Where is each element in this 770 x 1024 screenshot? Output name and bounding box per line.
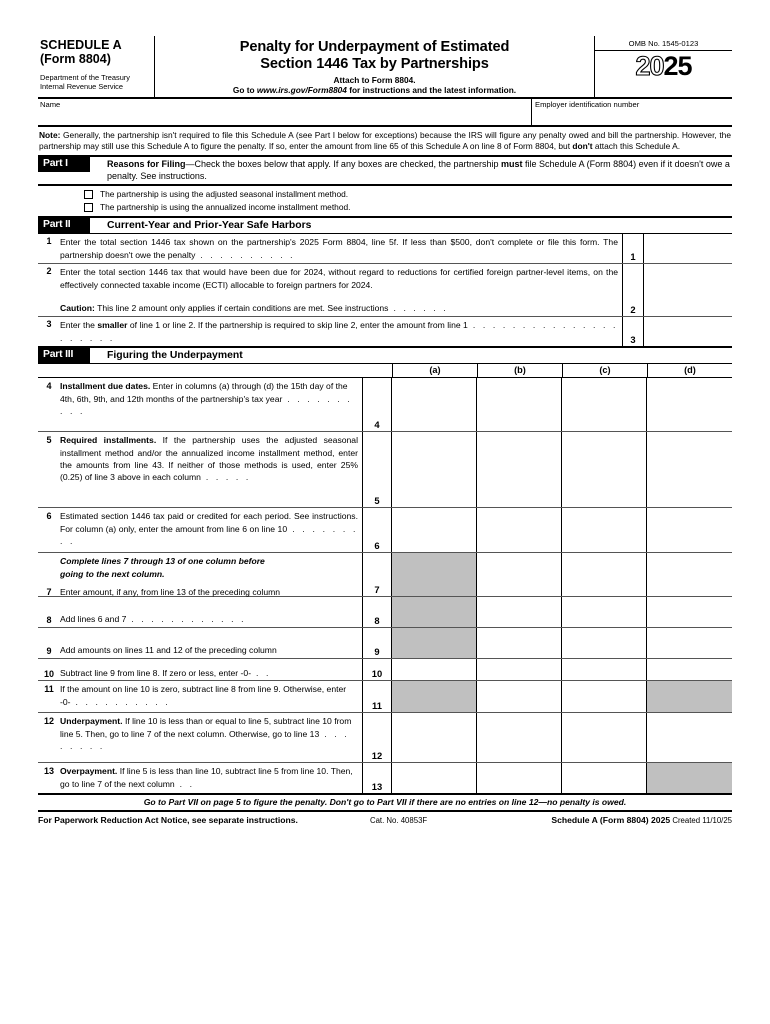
part3-line11-text bbox=[60, 683, 358, 708]
header-title-block bbox=[155, 36, 595, 97]
checkbox-adjusted-seasonal-label: The partnership is using the adjusted seasonal installment method. bbox=[100, 189, 349, 200]
part3-line-6 bbox=[38, 508, 732, 553]
part3-line5-number: 5 bbox=[46, 435, 52, 446]
part3-line-10 bbox=[38, 659, 732, 681]
part3-line8-label bbox=[38, 597, 362, 627]
part3-line7-cell-c[interactable] bbox=[562, 553, 647, 596]
paperwork-notice: For Paperwork Reduction Act Notice, see separate instructions. bbox=[38, 815, 298, 826]
part1-must: must bbox=[501, 159, 523, 170]
part1-title-rest: —Check the boxes below that apply. If any boxes are checked, the partnership bbox=[185, 159, 502, 170]
part3-header-spacer bbox=[38, 364, 362, 377]
ein-label: Employer identification number bbox=[535, 100, 640, 109]
checkbox-annualized-income-label: The partnership is using the annualized income installment method. bbox=[100, 202, 351, 213]
header-left-block bbox=[38, 36, 155, 97]
part3-line9-desc: Add amounts on lines 11 and 12 of the preceding column bbox=[60, 644, 277, 655]
part3-line9-cell-b[interactable] bbox=[477, 628, 562, 658]
part3-header bbox=[38, 348, 732, 364]
note-paragraph bbox=[38, 127, 732, 157]
part2-line3-boxnum: 3 bbox=[622, 317, 644, 346]
part3-line11-leader: . . . . . . . . . . bbox=[70, 696, 171, 707]
part3-line8-leader: . . . . . . . . . . . . bbox=[126, 613, 247, 624]
column-header-b: (b) bbox=[477, 364, 562, 377]
checkbox-row-adjusted-seasonal[interactable] bbox=[38, 188, 732, 201]
part2-line3-desc-a: Enter the bbox=[60, 320, 98, 331]
schedule-ref-text: Schedule A (Form 8804) 2025 bbox=[551, 815, 671, 826]
part2-line3-smaller: smaller bbox=[97, 320, 128, 331]
part2-line-2 bbox=[38, 264, 732, 317]
part3-line11-cell-c[interactable] bbox=[562, 681, 647, 712]
part3-line11-cell-a bbox=[392, 681, 477, 712]
part3-line6-cell-b[interactable] bbox=[477, 508, 562, 552]
part3-line12-label bbox=[38, 713, 362, 762]
part3-line13-bold: Overpayment. bbox=[60, 766, 118, 777]
goto-part7-instruction: Go to Part VII on page 5 to figure the penalty. Don't go to Part VII if there are no entries on line 12—no penalty is owed. bbox=[38, 795, 732, 812]
part1-checkbox-group bbox=[38, 186, 732, 218]
part3-line4-text bbox=[60, 380, 358, 417]
column-header-a: (a) bbox=[392, 364, 477, 377]
part2-line3-leader: . . . . . . . . . . . . . . . . . . . . . bbox=[60, 320, 619, 343]
part3-line11-number: 11 bbox=[44, 684, 54, 695]
omb-number: OMB No. 1545-0123 bbox=[595, 36, 732, 51]
part3-line7-cell-a bbox=[392, 553, 477, 596]
part3-line6-cell-d[interactable] bbox=[647, 508, 732, 552]
part3-line7-label bbox=[38, 553, 362, 596]
column-header-d: (d) bbox=[647, 364, 732, 377]
schedule-label: SCHEDULE A bbox=[40, 38, 122, 52]
part3-line9-cell-a bbox=[392, 628, 477, 658]
part3-line9-text bbox=[60, 644, 358, 656]
header-right-block bbox=[595, 36, 732, 97]
part3-line8-boxnum: 8 bbox=[362, 597, 392, 627]
part2-line2-boxnum: 2 bbox=[622, 264, 644, 316]
department-line2: Internal Revenue Service bbox=[40, 82, 123, 91]
part3-header-numspacer bbox=[362, 364, 392, 377]
checkbox-adjusted-seasonal-icon[interactable] bbox=[84, 190, 93, 199]
part3-line13-cell-b[interactable] bbox=[477, 763, 562, 793]
part3-title: Figuring the Underpayment bbox=[107, 350, 243, 362]
part3-line9-cell-d[interactable] bbox=[647, 628, 732, 658]
part3-line6-leader: . . . . . . . . . bbox=[60, 523, 358, 547]
part3-line13-boxnum: 13 bbox=[362, 763, 392, 793]
part3-line11-label bbox=[38, 681, 362, 712]
part3-line-8 bbox=[38, 597, 732, 628]
part3-line13-desc: If line 5 is less than line 10, subtract line 5 from line 10. Then, go to line 7 of the next column bbox=[60, 766, 353, 789]
part3-line10-boxnum: 10 bbox=[362, 659, 392, 680]
part3-line7-number: 7 bbox=[46, 587, 52, 598]
part3-line13-leader: . . bbox=[174, 778, 195, 789]
attach-instruction: Attach to Form 8804. bbox=[333, 75, 416, 85]
part3-line12-cell-d[interactable] bbox=[647, 713, 732, 762]
part3-line-12 bbox=[38, 713, 732, 763]
ein-field[interactable] bbox=[532, 99, 732, 125]
form-number-label: (Form 8804) bbox=[40, 52, 111, 66]
checkbox-annualized-income-icon[interactable] bbox=[84, 203, 93, 212]
part2-line1-boxnum: 1 bbox=[622, 234, 644, 263]
part3-line10-label bbox=[38, 659, 362, 680]
schedule-footer-ref bbox=[551, 815, 732, 825]
part3-line4-cell-b[interactable] bbox=[477, 378, 562, 431]
part3-line6-desc: Estimated section 1446 tax paid or credited for each period. See instructions. For column (a) only, enter the amount from line 6 on line 10 bbox=[60, 511, 358, 534]
part2-line-1 bbox=[38, 234, 732, 264]
part3-line13-cell-a[interactable] bbox=[392, 763, 477, 793]
part3-line7-desc: Enter amount, if any, from line 13 of the preceding column bbox=[60, 587, 281, 598]
part3-line10-text bbox=[60, 667, 358, 679]
part3-line10-cell-a[interactable] bbox=[392, 659, 477, 680]
part3-line5-cell-d[interactable] bbox=[647, 432, 732, 507]
catalog-number: Cat. No. 40853F bbox=[369, 816, 428, 826]
part3-line4-desc: Enter in columns (a) through (d) the 15th day of the 4th, 6th, 9th, and 12th months of the partnership's tax year bbox=[60, 381, 348, 404]
part3-line11-cell-b[interactable] bbox=[477, 681, 562, 712]
part3-line12-text bbox=[60, 715, 358, 752]
part3-complete-note bbox=[38, 555, 358, 580]
part2-line3-desc-b: of line 1 or line 2. If the partnership is required to skip line 2, enter the amount from line 1 bbox=[127, 320, 468, 331]
part2-line3-amount[interactable] bbox=[644, 317, 732, 346]
department-label bbox=[40, 73, 150, 91]
part3-line11-cell-d bbox=[647, 681, 732, 712]
part3-line-4 bbox=[38, 378, 732, 432]
part3-line4-cell-a[interactable] bbox=[392, 378, 477, 431]
part2-line2-description: Enter the total section 1446 tax that would have been due for 2024, without regard to reductions for certified foreign partner-level items, on the effectively connected taxable income (ECTI) allocable to foreign partners for 2024. bbox=[60, 267, 618, 290]
part3-line8-cell-c[interactable] bbox=[562, 597, 647, 627]
part3-line12-cell-a[interactable] bbox=[392, 713, 477, 762]
identity-row bbox=[38, 99, 732, 127]
part3-line12-boxnum: 12 bbox=[362, 713, 392, 762]
part3-line13-cell-c[interactable] bbox=[562, 763, 647, 793]
form-footer bbox=[38, 812, 732, 825]
irs-url[interactable]: www.irs.gov/Form8804 bbox=[256, 85, 347, 95]
part3-line4-cell-d[interactable] bbox=[647, 378, 732, 431]
part2-body bbox=[38, 234, 732, 348]
part3-line7-cell-d[interactable] bbox=[647, 553, 732, 596]
part3-line5-label bbox=[38, 432, 362, 507]
form-sheet bbox=[38, 36, 732, 825]
part3-line13-cell-d bbox=[647, 763, 732, 793]
name-field[interactable] bbox=[38, 99, 532, 125]
part2-header bbox=[38, 218, 732, 234]
part3-line5-desc: If the partnership uses the adjusted seasonal installment method and/or the annualized income installment method, enter the amounts from line 43. If neither of those methods is used, enter 25% (0.25) of line 3 above in each column bbox=[60, 435, 358, 483]
note-label: Note: bbox=[39, 130, 61, 140]
part3-line4-bold: Installment due dates. bbox=[60, 381, 151, 392]
part3-column-headers bbox=[38, 364, 732, 378]
tax-year bbox=[595, 51, 732, 81]
checkbox-row-annualized-income[interactable] bbox=[38, 201, 732, 214]
part3-line7-boxnum: 7 bbox=[362, 553, 392, 596]
part3-line10-cell-b[interactable] bbox=[477, 659, 562, 680]
part3-line10-cell-d[interactable] bbox=[647, 659, 732, 680]
part3-line12-bold: Underpayment. bbox=[60, 716, 123, 727]
goto-suffix: for instructions and the latest information. bbox=[346, 85, 517, 95]
part3-line12-leader: . . . . . . . . bbox=[60, 728, 350, 752]
part3-line5-cell-c[interactable] bbox=[562, 432, 647, 507]
part1-title: Reasons for Filing bbox=[107, 159, 186, 170]
part3-line5-cell-a[interactable] bbox=[392, 432, 477, 507]
part3-line4-number: 4 bbox=[46, 381, 52, 392]
part1-header bbox=[38, 157, 732, 186]
part2-line-3 bbox=[38, 317, 732, 346]
part3-line8-number: 8 bbox=[46, 615, 52, 626]
part3-line-11 bbox=[38, 681, 732, 713]
part3-line11-boxnum: 11 bbox=[362, 681, 392, 712]
part3-line6-text bbox=[60, 510, 358, 547]
part2-line1-amount[interactable] bbox=[644, 234, 732, 263]
created-date: Created 11/10/25 bbox=[670, 816, 732, 826]
part2-line2-caution-label: Caution: bbox=[60, 303, 95, 314]
part3-line10-leader: . . bbox=[251, 667, 272, 678]
part3-line10-cell-c[interactable] bbox=[562, 659, 647, 680]
form-title-line2: Section 1446 Tax by Partnerships bbox=[260, 55, 489, 72]
part3-line5-boxnum: 5 bbox=[362, 432, 392, 507]
name-label: Name bbox=[40, 100, 61, 109]
goto-instruction bbox=[157, 85, 592, 95]
part3-line12-number: 12 bbox=[43, 716, 54, 727]
part3-line5-cell-b[interactable] bbox=[477, 432, 562, 507]
part2-tag: Part II bbox=[38, 218, 90, 233]
column-header-c: (c) bbox=[562, 364, 647, 377]
part1-instruction bbox=[90, 157, 732, 184]
part3-line6-number: 6 bbox=[46, 511, 52, 522]
part3-tag: Part III bbox=[38, 348, 90, 363]
part3-line4-leader: . . . . . . . . . . bbox=[60, 393, 353, 417]
part3-line9-label bbox=[38, 628, 362, 658]
part3-line5-text bbox=[60, 434, 358, 484]
part3-line13-text bbox=[60, 765, 358, 790]
part3-line4-label bbox=[38, 378, 362, 431]
part3-complete-note-1: Complete lines 7 through 13 of one column before bbox=[60, 556, 265, 567]
part2-line1-number: 1 bbox=[46, 236, 52, 247]
part2-line2-amount[interactable] bbox=[644, 264, 732, 316]
part3-line9-cell-c[interactable] bbox=[562, 628, 647, 658]
part3-line8-cell-b[interactable] bbox=[477, 597, 562, 627]
part3-line6-cell-c[interactable] bbox=[562, 508, 647, 552]
part3-line6-boxnum: 6 bbox=[362, 508, 392, 552]
part3-line6-cell-a[interactable] bbox=[392, 508, 477, 552]
part3-line8-cell-d[interactable] bbox=[647, 597, 732, 627]
part3-line12-desc: If line 10 is less than or equal to line 5, subtract line 10 from line 5. Then, go to line 7 of the next column. Otherwise, go to line 13 bbox=[60, 716, 352, 739]
part3-line12-cell-c[interactable] bbox=[562, 713, 647, 762]
tax-year-century: 20 bbox=[635, 51, 664, 81]
part2-title: Current-Year and Prior-Year Safe Harbors bbox=[107, 220, 312, 232]
part3-line9-boxnum: 9 bbox=[362, 628, 392, 658]
part3-line-13 bbox=[38, 763, 732, 795]
part2-line1-description: Enter the total section 1446 tax shown on the partnership's 2025 Form 8804, line 5f. If less than $500, don't complete or file this form. The partnership doesn't owe the penalty bbox=[60, 237, 618, 260]
part3-line12-cell-b[interactable] bbox=[477, 713, 562, 762]
part3-line8-desc: Add lines 6 and 7 bbox=[60, 613, 127, 624]
note-text-end: attach this Schedule A. bbox=[592, 141, 681, 152]
note-text: Generally, the partnership isn't required to file this Schedule A (see Part I below for exceptions) because the IRS will figure any penalty owed and bill the partnership. However, the partnership may still use this Schedule A to figure the penalty. If so, enter the amount from line 65 of this Schedule A on line 8 of Form 8804, but bbox=[39, 130, 731, 152]
part2-line1-leader: . . . . . . . . . . bbox=[195, 249, 296, 260]
department-line1: Department of the Treasury bbox=[40, 73, 130, 82]
part3-line8-cell-a bbox=[392, 597, 477, 627]
part3-line7-cell-b[interactable] bbox=[477, 553, 562, 596]
part3-line10-desc: Subtract line 9 from line 8. If zero or less, enter -0- bbox=[60, 667, 252, 678]
tax-year-digits: 25 bbox=[663, 51, 692, 81]
part3-line9-number: 9 bbox=[46, 646, 52, 657]
part3-line11-desc: If the amount on line 10 is zero, subtract line 8 from line 9. Otherwise, enter -0- bbox=[60, 684, 347, 707]
part3-line13-number: 13 bbox=[43, 766, 54, 777]
part2-line1-text bbox=[60, 234, 622, 263]
part2-line3-text bbox=[60, 317, 622, 346]
part3-line-7 bbox=[38, 553, 732, 597]
part3-line4-cell-c[interactable] bbox=[562, 378, 647, 431]
form-header bbox=[38, 36, 732, 99]
part2-line2-leader: . . . . . . bbox=[388, 303, 449, 314]
part2-line2-caution-text: This line 2 amount only applies if certain conditions are met. See instructions bbox=[94, 303, 389, 314]
part3-line5-leader: . . . . . bbox=[200, 472, 251, 483]
part3-line4-boxnum: 4 bbox=[362, 378, 392, 431]
note-dont: don't bbox=[572, 141, 593, 152]
part2-line2-text bbox=[60, 264, 622, 316]
part3-complete-note-2: going to the next column. bbox=[60, 568, 165, 579]
part3-line5-bold: Required installments. bbox=[60, 435, 157, 446]
goto-prefix: Go to bbox=[232, 85, 257, 95]
part2-line3-number: 3 bbox=[46, 319, 52, 330]
part2-line2-number: 2 bbox=[46, 266, 52, 277]
part3-line-5 bbox=[38, 432, 732, 508]
part3-line13-label bbox=[38, 763, 362, 793]
part3-line-9 bbox=[38, 628, 732, 659]
part3-line8-text bbox=[60, 613, 358, 625]
part1-tag: Part I bbox=[38, 157, 90, 172]
form-title-line1: Penalty for Underpayment of Estimated bbox=[239, 39, 510, 55]
part3-line10-number: 10 bbox=[43, 669, 54, 680]
part3-line6-label bbox=[38, 508, 362, 552]
part1-title-rest2: file Schedule A (Form 8804) even if it doesn't owe a penalty. See instructions. bbox=[107, 159, 730, 182]
